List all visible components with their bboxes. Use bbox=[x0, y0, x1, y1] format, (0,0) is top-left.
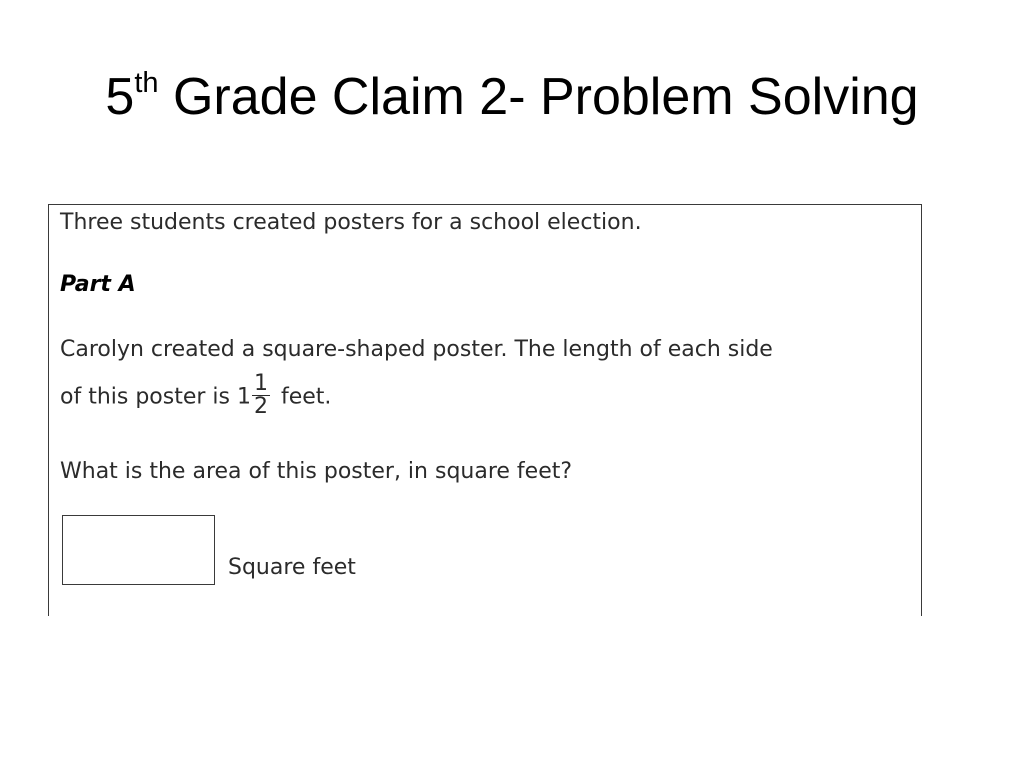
fraction-denominator: 2 bbox=[254, 394, 268, 419]
problem-line-1: Carolyn created a square-shaped poster. The length of each side bbox=[60, 337, 773, 362]
unit-label: Square feet bbox=[228, 555, 356, 580]
problem-line-2-prefix: of this poster is 1 bbox=[60, 384, 251, 410]
slide-title bbox=[0, 62, 1024, 140]
question-prompt: What is the area of this poster, in square feet? bbox=[60, 459, 573, 484]
title-superscript: th bbox=[134, 67, 159, 99]
title-number: 5 bbox=[105, 68, 135, 126]
part-label: Part A bbox=[60, 272, 136, 297]
problem-line-2 bbox=[60, 371, 332, 420]
answer-input-box[interactable] bbox=[62, 515, 215, 585]
title-text: Grade Claim 2- Problem Solving bbox=[158, 68, 919, 126]
mixed-number-fraction bbox=[252, 373, 270, 418]
question-intro: Three students created posters for a school election. bbox=[60, 210, 642, 235]
question-frame bbox=[48, 204, 922, 616]
problem-line-2-suffix: feet. bbox=[274, 384, 332, 410]
fraction-numerator: 1 bbox=[254, 371, 268, 396]
